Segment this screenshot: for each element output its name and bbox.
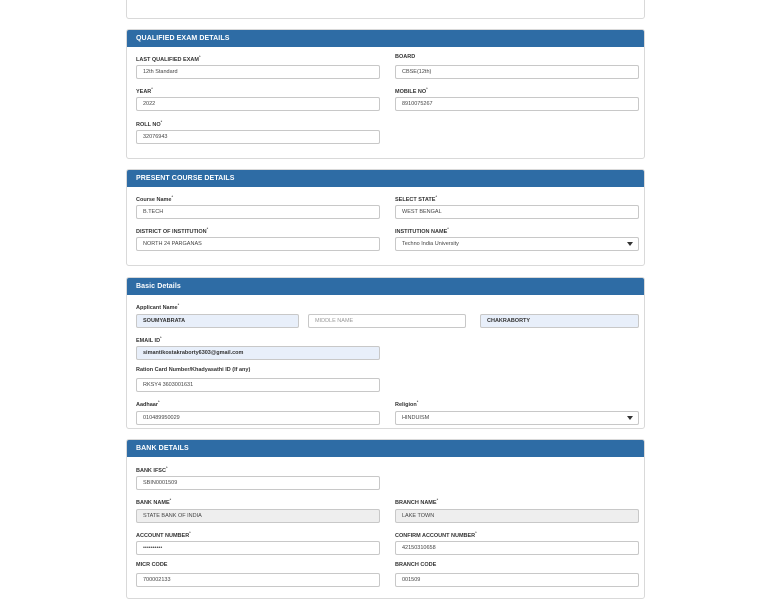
last-exam-field[interactable]: 12th Standard (136, 65, 380, 79)
board-label: BOARD (395, 54, 416, 60)
confirm-account-label: CONFIRM ACCOUNT NUMBER* (395, 530, 477, 539)
roll-label: ROLL NO* (136, 119, 163, 128)
religion-label: Religion* (395, 399, 419, 408)
mobile-label: MOBILE NO* (395, 86, 428, 95)
course-field[interactable]: B.TECH (136, 205, 380, 219)
course-label: Course Name* (136, 194, 174, 203)
bank-name-field: STATE BANK OF INDIA (136, 509, 380, 523)
basic-details-card (126, 277, 645, 429)
basic-details-header: Basic Details (127, 278, 644, 295)
state-field[interactable]: WEST BENGAL (395, 205, 639, 219)
qualified-exam-card (126, 29, 645, 159)
present-course-header: PRESENT COURSE DETAILS (127, 170, 644, 187)
institution-select[interactable] (395, 237, 639, 251)
last-name-field[interactable]: CHAKRABORTY (480, 314, 639, 328)
aadhaar-label: Aadhaar* (136, 399, 160, 408)
bank-name-label: BANK NAME* (136, 497, 172, 506)
aadhaar-field[interactable]: 010489950029 (136, 411, 380, 425)
email-field[interactable]: simantikostakraborty6303@gmail.com (136, 346, 380, 360)
micr-label: MICR CODE (136, 562, 168, 568)
institution-value: Techno India University (402, 241, 459, 247)
confirm-account-field[interactable]: 42150310658 (395, 541, 639, 555)
applicant-label: Applicant Name* (136, 302, 180, 311)
mobile-field[interactable]: 8910075267 (395, 97, 639, 111)
middle-name-field[interactable]: MIDDLE NAME (308, 314, 466, 328)
previous-section-card (126, 0, 645, 19)
bank-details-header: BANK DETAILS (127, 440, 644, 457)
ration-label: Ration Card Number/Khadyasathi ID (If any) (136, 367, 251, 373)
branch-name-label: BRANCH NAME* (395, 497, 439, 506)
district-label: DISTRICT OF INSTITUTION* (136, 226, 209, 235)
last-exam-label: LAST QUALIFIED EXAM* (136, 54, 201, 63)
branch-code-label: BRANCH CODE (395, 562, 437, 568)
board-field[interactable]: CBSE(12th) (395, 65, 639, 79)
institution-label: INSTITUTION NAME* (395, 226, 449, 235)
ration-field[interactable]: RKSY4 3603001631 (136, 378, 380, 392)
religion-value: HINDUISM (402, 415, 430, 421)
qualified-exam-header: QUALIFIED EXAM DETAILS (127, 30, 644, 47)
roll-field[interactable]: 32076943 (136, 130, 380, 144)
state-label: SELECT STATE* (395, 194, 437, 203)
religion-select[interactable] (395, 411, 639, 425)
year-field[interactable]: 2022 (136, 97, 380, 111)
email-label: EMAIL ID* (136, 335, 162, 344)
ifsc-label: BANK IFSC* (136, 465, 168, 474)
year-label: YEAR* (136, 86, 153, 95)
present-course-card (126, 169, 645, 266)
first-name-field[interactable]: SOUMYABRATA (136, 314, 299, 328)
caret-down-icon (627, 242, 633, 246)
caret-down-icon (627, 416, 633, 420)
bank-details-card (126, 439, 645, 599)
branch-name-field: LAKE TOWN (395, 509, 639, 523)
branch-code-field[interactable]: 001509 (395, 573, 639, 587)
ifsc-field[interactable]: SBIN0001509 (136, 476, 380, 490)
district-field[interactable]: NORTH 24 PARGANAS (136, 237, 380, 251)
account-label: ACCOUNT NUMBER* (136, 530, 191, 539)
account-field[interactable]: •••••••••• (136, 541, 380, 555)
micr-field[interactable]: 700002133 (136, 573, 380, 587)
